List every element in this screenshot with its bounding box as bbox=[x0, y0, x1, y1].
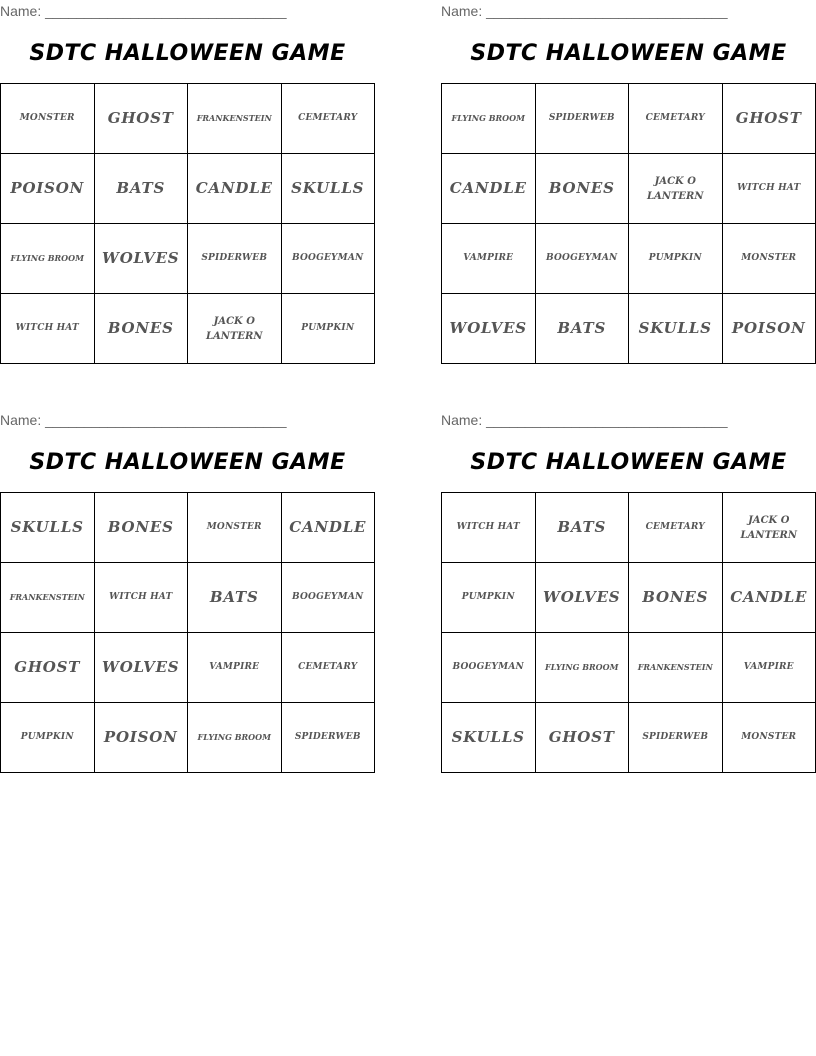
grid-cell: MONSTER bbox=[722, 224, 816, 294]
grid-cell: FLYING BROOM bbox=[1, 224, 95, 294]
grid-cell: BOOGEYMAN bbox=[535, 224, 629, 294]
grid-cell: MONSTER bbox=[1, 84, 95, 154]
grid-cell: WOLVES bbox=[94, 633, 188, 703]
grid-row bbox=[1, 563, 375, 633]
card-title: SDTC HALLOWEEN GAME bbox=[470, 450, 787, 475]
grid-cell: FRANKENSTEIN bbox=[188, 84, 282, 154]
grid-cell: CEMETARY bbox=[281, 84, 375, 154]
grid-row bbox=[1, 84, 375, 154]
grid-cell: CEMETARY bbox=[629, 84, 723, 154]
bingo-card-3 bbox=[0, 409, 375, 773]
name-line: Name: _______________________________ bbox=[441, 412, 728, 428]
grid-cell: SPIDERWEB bbox=[188, 224, 282, 294]
grid-cell: BOOGEYMAN bbox=[281, 224, 375, 294]
grid-row bbox=[442, 563, 816, 633]
grid-cell: CEMETARY bbox=[281, 633, 375, 703]
grid-row bbox=[442, 493, 816, 563]
grid-cell: FRANKENSTEIN bbox=[629, 633, 723, 703]
grid-cell: CANDLE bbox=[722, 563, 816, 633]
grid-cell: SKULLS bbox=[281, 154, 375, 224]
grid-cell: BATS bbox=[535, 294, 629, 364]
grid-cell: PUMPKIN bbox=[1, 703, 95, 773]
grid-cell: BATS bbox=[94, 154, 188, 224]
grid-row bbox=[442, 224, 816, 294]
grid-cell: POISON bbox=[722, 294, 816, 364]
grid-cell: WITCH HAT bbox=[722, 154, 816, 224]
grid-cell: SPIDERWEB bbox=[629, 703, 723, 773]
grid-cell: PUMPKIN bbox=[629, 224, 723, 294]
grid-row bbox=[1, 224, 375, 294]
grid-row bbox=[1, 703, 375, 773]
grid-cell: FLYING BROOM bbox=[188, 703, 282, 773]
grid-cell: POISON bbox=[1, 154, 95, 224]
grid-cell: SKULLS bbox=[442, 703, 536, 773]
grid-cell: FRANKENSTEIN bbox=[1, 563, 95, 633]
bingo-card-4 bbox=[441, 409, 816, 773]
grid-cell: VAMPIRE bbox=[188, 633, 282, 703]
grid-cell: WITCH HAT bbox=[442, 493, 536, 563]
bingo-card-1 bbox=[0, 0, 375, 364]
grid-cell: CEMETARY bbox=[629, 493, 723, 563]
grid-row bbox=[442, 84, 816, 154]
grid-cell: FLYING BROOM bbox=[442, 84, 536, 154]
grid-cell: CANDLE bbox=[281, 493, 375, 563]
grid-row bbox=[1, 633, 375, 703]
card-title: SDTC HALLOWEEN GAME bbox=[29, 450, 346, 475]
bingo-grid bbox=[441, 492, 816, 773]
grid-cell: SPIDERWEB bbox=[535, 84, 629, 154]
name-line: Name: _______________________________ bbox=[0, 412, 287, 428]
grid-row bbox=[1, 493, 375, 563]
name-line: Name: _______________________________ bbox=[441, 3, 728, 19]
grid-cell: VAMPIRE bbox=[722, 633, 816, 703]
grid-cell: BONES bbox=[94, 493, 188, 563]
grid-cell: CANDLE bbox=[442, 154, 536, 224]
grid-row bbox=[442, 633, 816, 703]
bingo-grid bbox=[0, 492, 375, 773]
bingo-card-2 bbox=[441, 0, 816, 364]
grid-row bbox=[442, 294, 816, 364]
grid-row bbox=[442, 154, 816, 224]
grid-row bbox=[442, 703, 816, 773]
card-title: SDTC HALLOWEEN GAME bbox=[29, 41, 346, 66]
grid-row bbox=[1, 154, 375, 224]
grid-cell: BONES bbox=[629, 563, 723, 633]
grid-cell: SKULLS bbox=[629, 294, 723, 364]
bingo-grid bbox=[441, 83, 816, 364]
grid-cell: BOOGEYMAN bbox=[281, 563, 375, 633]
grid-cell: GHOST bbox=[535, 703, 629, 773]
grid-row bbox=[1, 294, 375, 364]
grid-cell: WITCH HAT bbox=[94, 563, 188, 633]
grid-cell: GHOST bbox=[94, 84, 188, 154]
grid-cell: BATS bbox=[535, 493, 629, 563]
grid-cell: BONES bbox=[535, 154, 629, 224]
grid-cell: WITCH HAT bbox=[1, 294, 95, 364]
grid-cell: FLYING BROOM bbox=[535, 633, 629, 703]
grid-cell: JACK O LANTERN bbox=[629, 154, 723, 224]
grid-cell: MONSTER bbox=[188, 493, 282, 563]
grid-cell: GHOST bbox=[722, 84, 816, 154]
grid-cell: GHOST bbox=[1, 633, 95, 703]
grid-cell: WOLVES bbox=[442, 294, 536, 364]
grid-cell: BONES bbox=[94, 294, 188, 364]
grid-cell: SKULLS bbox=[1, 493, 95, 563]
grid-cell: JACK O LANTERN bbox=[722, 493, 816, 563]
card-title: SDTC HALLOWEEN GAME bbox=[470, 41, 787, 66]
grid-cell: BOOGEYMAN bbox=[442, 633, 536, 703]
grid-cell: MONSTER bbox=[722, 703, 816, 773]
bingo-grid bbox=[0, 83, 375, 364]
grid-cell: SPIDERWEB bbox=[281, 703, 375, 773]
grid-cell: POISON bbox=[94, 703, 188, 773]
name-line: Name: _______________________________ bbox=[0, 3, 287, 19]
grid-cell: BATS bbox=[188, 563, 282, 633]
grid-cell: WOLVES bbox=[535, 563, 629, 633]
grid-cell: PUMPKIN bbox=[442, 563, 536, 633]
grid-cell: VAMPIRE bbox=[442, 224, 536, 294]
grid-cell: WOLVES bbox=[94, 224, 188, 294]
grid-cell: CANDLE bbox=[188, 154, 282, 224]
grid-cell: JACK O LANTERN bbox=[188, 294, 282, 364]
grid-cell: PUMPKIN bbox=[281, 294, 375, 364]
